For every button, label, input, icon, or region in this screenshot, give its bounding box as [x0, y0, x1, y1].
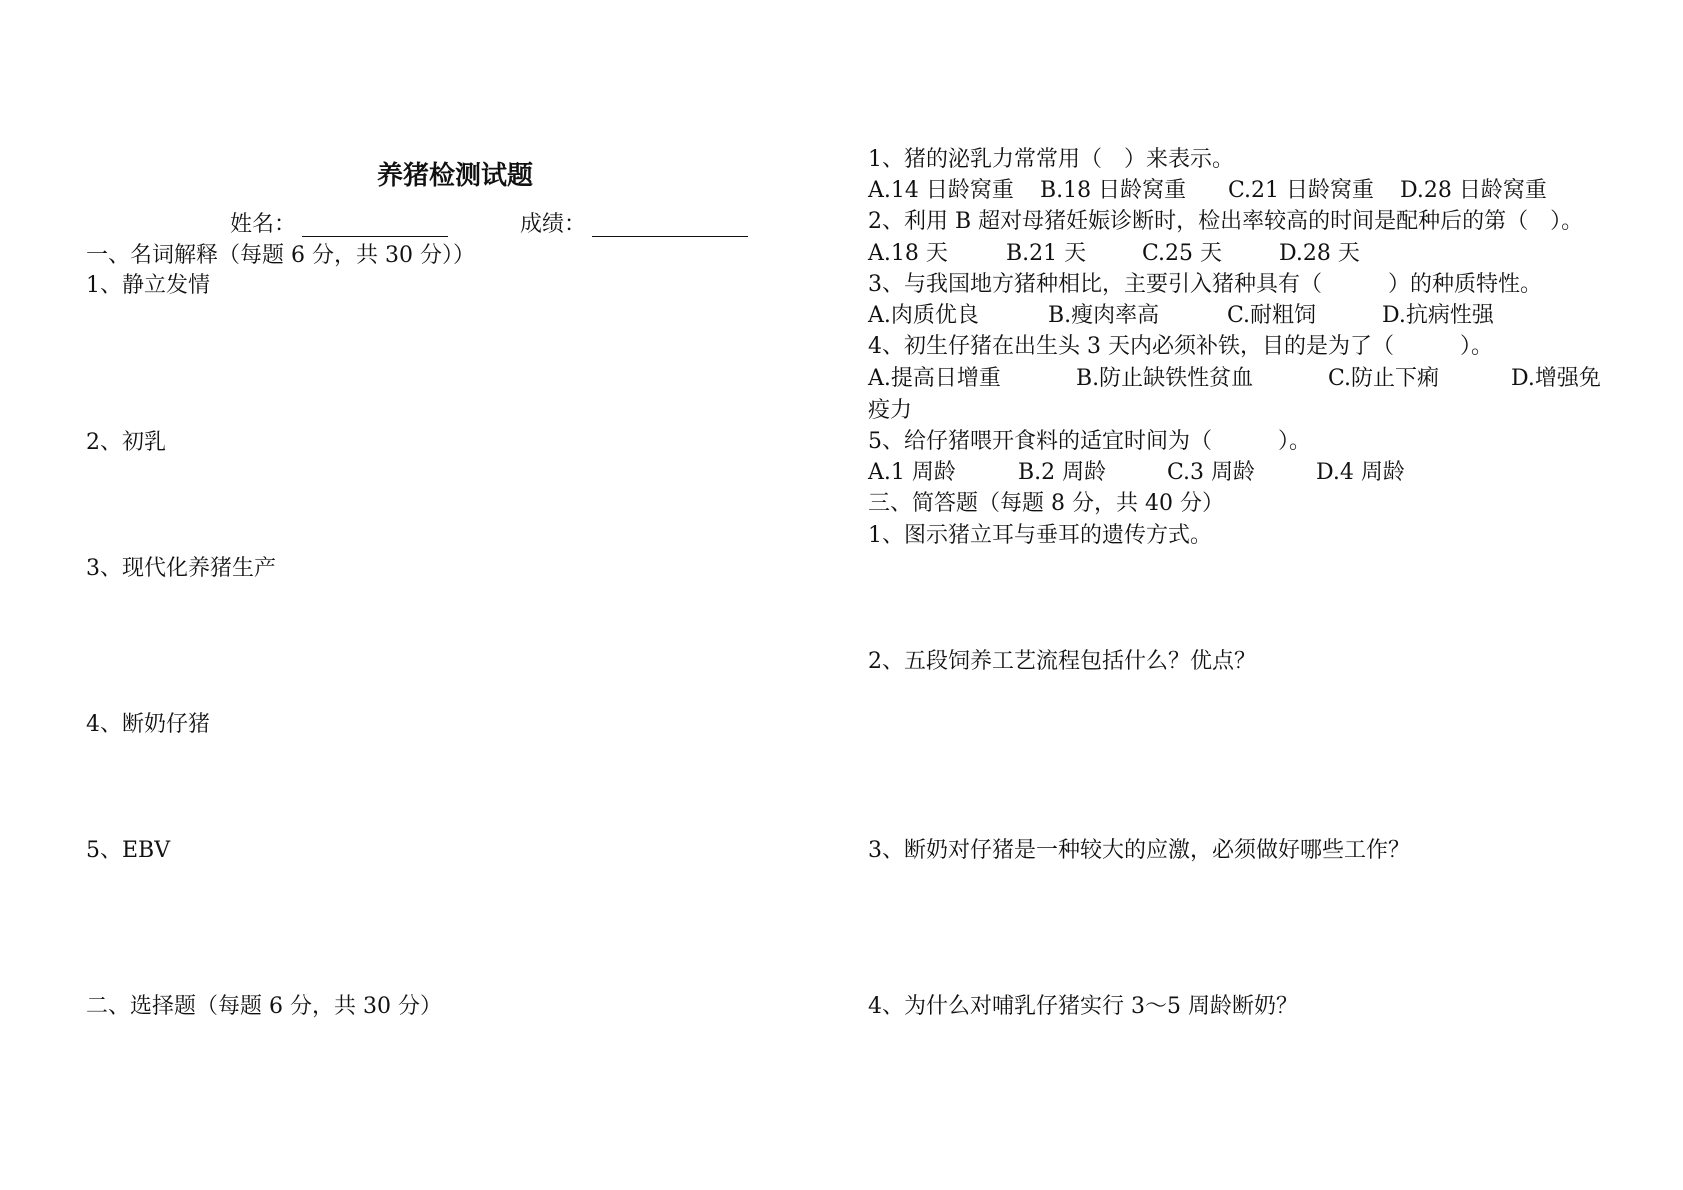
- mc-option: A.18 天: [868, 241, 948, 266]
- mc-option: C.21 日龄窝重: [1228, 178, 1375, 203]
- mc-option: A.提高日增重: [868, 366, 1001, 391]
- score-label: 成绩：: [520, 212, 587, 237]
- mc-option: B.瘦肉率高: [1048, 303, 1160, 328]
- mc-option: B.2 周龄: [1018, 460, 1107, 485]
- name-blank[interactable]: [302, 236, 448, 237]
- mc-option: C.耐粗饲: [1227, 303, 1317, 328]
- section2-heading: 二、选择题（每题 6 分，共 30 分）: [86, 994, 442, 1019]
- term-item: 3、现代化养猪生产: [86, 556, 276, 581]
- mc-question-5: 5、给仔猪喂开食料的适宜时间为（ ）。: [868, 429, 1311, 454]
- mc-question-3: 3、与我国地方猪种相比，主要引入猪种具有（ ）的种质特性。: [868, 272, 1542, 297]
- mc-option-continuation: 疫力: [868, 398, 913, 423]
- mc-option: D.增强免: [1511, 366, 1601, 391]
- name-label: 姓名：: [230, 212, 297, 237]
- mc-option: B.18 日龄窝重: [1040, 178, 1187, 203]
- mc-question-1: 1、猪的泌乳力常常用（ ）来表示。: [868, 147, 1234, 172]
- short-answer-item: 1、图示猪立耳与垂耳的遗传方式。: [868, 523, 1212, 548]
- mc-question-4: 4、初生仔猪在出生头 3 天内必须补铁，目的是为了（ ）。: [868, 334, 1493, 359]
- mc-option: B.防止缺铁性贫血: [1076, 366, 1254, 391]
- mc-question-2: 2、利用 B 超对母猪妊娠诊断时，检出率较高的时间是配种后的第（ ）。: [868, 209, 1584, 234]
- mc-option: C.3 周龄: [1167, 460, 1256, 485]
- term-item: 2、初乳: [86, 430, 166, 455]
- mc-option: B.21 天: [1006, 241, 1087, 266]
- mc-option: D.28 天: [1279, 241, 1360, 266]
- mc-option: D.28 日龄窝重: [1400, 178, 1547, 203]
- mc-option: A.肉质优良: [868, 303, 979, 328]
- page-title: 养猪检测试题: [376, 161, 533, 191]
- mc-option: D.4 周龄: [1316, 460, 1405, 485]
- short-answer-item: 2、五段饲养工艺流程包括什么？优点？: [868, 649, 1256, 674]
- mc-option: D.抗病性强: [1382, 303, 1494, 328]
- mc-option: C.防止下痢: [1328, 366, 1440, 391]
- section3-heading: 三、简答题（每题 8 分，共 40 分）: [868, 491, 1224, 516]
- term-item: 1、静立发情: [86, 273, 210, 298]
- term-item: 5、EBV: [86, 838, 171, 863]
- short-answer-item: 4、为什么对哺乳仔猪实行 3～5 周龄断奶？: [868, 994, 1298, 1019]
- short-answer-item: 3、断奶对仔猪是一种较大的应激，必须做好哪些工作？: [868, 838, 1410, 863]
- mc-option: C.25 天: [1142, 241, 1223, 266]
- section1-heading: 一、名词解释（每题 6 分，共 30 分））: [86, 243, 475, 268]
- mc-option: A.14 日龄窝重: [868, 178, 1014, 203]
- mc-option: A.1 周龄: [868, 460, 956, 485]
- score-blank[interactable]: [592, 236, 748, 237]
- term-item: 4、断奶仔猪: [86, 712, 210, 737]
